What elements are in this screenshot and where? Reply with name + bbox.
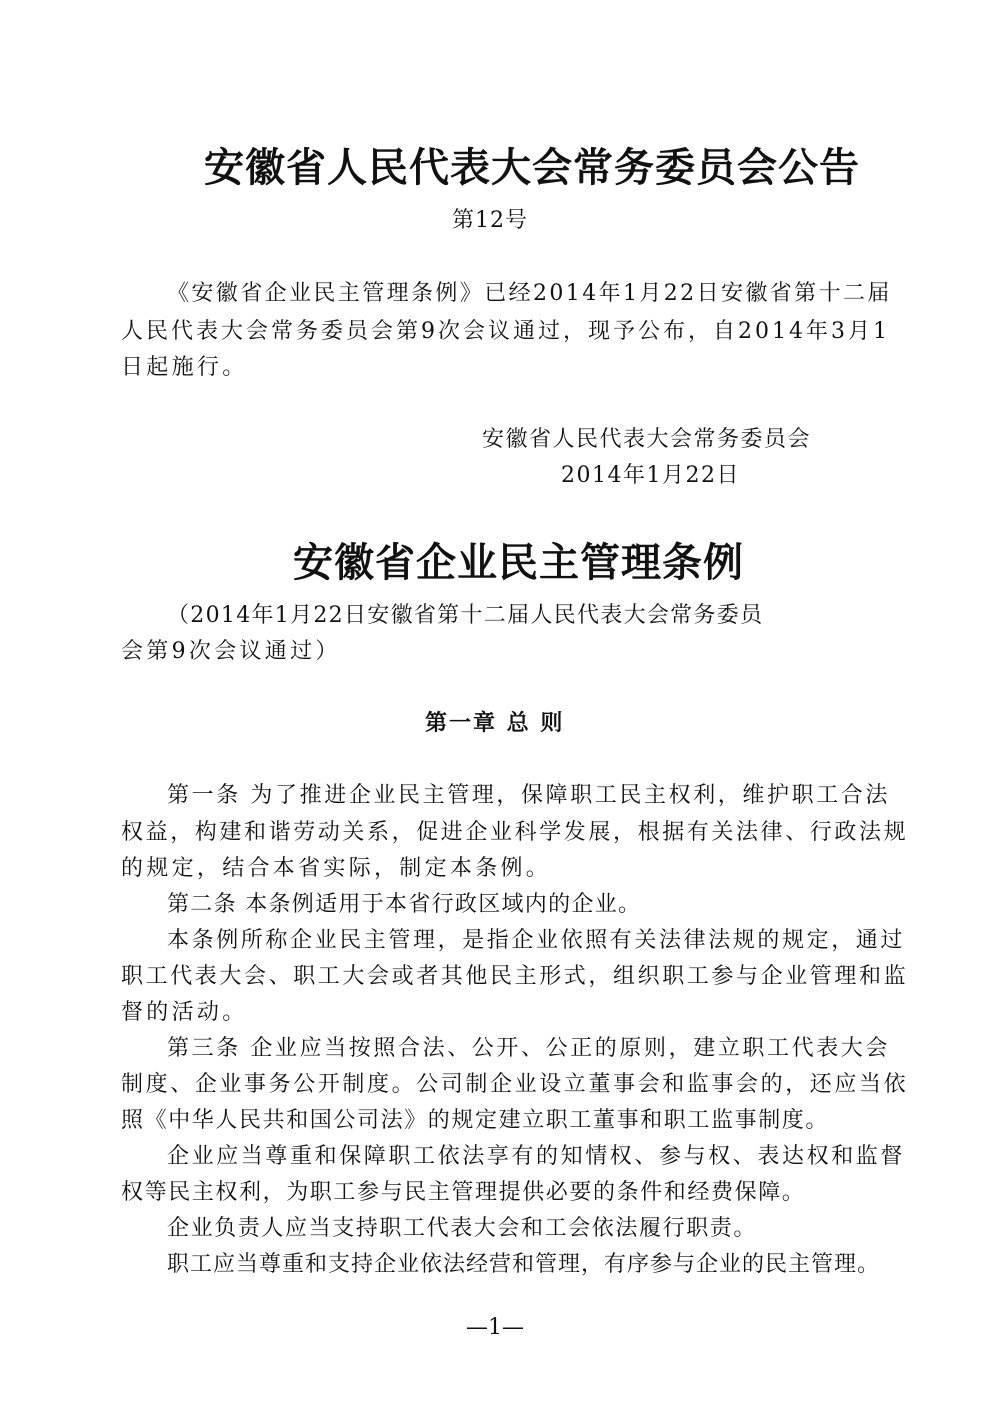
announcement-body-line: 日起施行。 xyxy=(121,355,248,380)
page-number: —1— xyxy=(466,1315,524,1340)
article-line: 照《中华人民共和国公司法》的规定建立职工董事和职工监事制度。 xyxy=(121,1108,830,1133)
article-line: 督的活动。 xyxy=(121,1000,248,1025)
article-line: 权益，构建和谐劳动关系，促进企业科学发展，根据有关法律、行政法规 xyxy=(121,820,909,845)
announcement-number: 第12号 xyxy=(452,208,528,233)
article-line: 制度、企业事务公开制度。公司制企业设立董事会和监事会的，还应当依 xyxy=(121,1072,909,1097)
announcement-body-line: 《安徽省企业民主管理条例》已经2014年1月22日安徽省第十二届 xyxy=(167,281,892,306)
article-line: 企业负责人应当支持职工代表大会和工会依法履行职责。 xyxy=(167,1216,758,1241)
article-line: 第三条 企业应当按照合法、公开、公正的原则，建立职工代表大会 xyxy=(167,1036,890,1061)
regulation-title: 安徽省企业民主管理条例 xyxy=(293,540,744,586)
announcement-date: 2014年1月22日 xyxy=(561,463,740,488)
announcement-title: 安徽省人民代表大会常务委员会公告 xyxy=(204,145,860,191)
article-line: 第一条 为了推进企业民主管理，保障职工民主权利，维护职工合法 xyxy=(167,783,890,808)
article-line: 企业应当尊重和保障职工依法享有的知情权、参与权、表达权和监督 xyxy=(167,1144,906,1169)
article-line: 第二条 本条例适用于本省行政区域内的企业。 xyxy=(167,892,642,917)
article-line: 本条例所称企业民主管理，是指企业依照有关法律法规的规定，通过 xyxy=(167,928,906,953)
chapter-title: 第一章 总 则 xyxy=(425,711,565,736)
regulation-note-line: （2014年1月22日安徽省第十二届人民代表大会常务委员 xyxy=(167,603,764,628)
announcement-signer: 安徽省人民代表大会常务委员会 xyxy=(482,427,812,452)
article-line: 权等民主权利，为职工参与民主管理提供必要的条件和经费保障。 xyxy=(121,1180,806,1205)
announcement-body-line: 人民代表大会常务委员会第9次会议通过，现予公布，自2014年3月1 xyxy=(121,319,890,344)
regulation-note-line: 会第9次会议通过） xyxy=(121,639,341,664)
article-line: 职工应当尊重和支持企业依法经营和管理，有序参与企业的民主管理。 xyxy=(167,1252,881,1277)
article-line: 的规定，结合本省实际，制定本条例。 xyxy=(121,856,552,881)
article-line: 职工代表大会、职工大会或者其他民主形式，组织职工参与企业管理和监 xyxy=(121,964,909,989)
